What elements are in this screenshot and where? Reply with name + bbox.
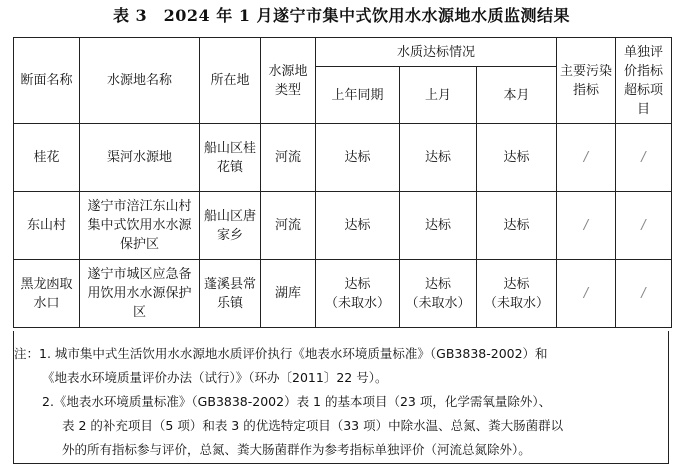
cell-section: 东山村 <box>14 192 80 260</box>
cell-source-name: 渠河水源地 <box>80 124 200 192</box>
table-notes <box>13 331 669 464</box>
header-main-pollutants: 主要污染指标 <box>557 38 616 124</box>
cell-main-pollutants: / <box>557 260 616 328</box>
compliance-status: 达标 <box>344 276 371 292</box>
header-row-1 <box>14 38 672 67</box>
cell-separate-eval: / <box>616 260 672 328</box>
cell-source-type: 湖库 <box>261 260 316 328</box>
cell-last-month <box>400 260 477 328</box>
cell-last-month: 达标 <box>400 124 477 192</box>
cell-separate-eval: / <box>616 192 672 260</box>
cell-location: 船山区唐家乡 <box>200 192 261 260</box>
cell-last-year-same: 达标 <box>316 192 400 260</box>
cell-last-year-same: 达标 <box>316 124 400 192</box>
table-row <box>14 124 672 192</box>
water-quality-table <box>13 37 672 328</box>
cell-last-month: 达标 <box>400 192 477 260</box>
header-last-month: 上月 <box>400 67 477 124</box>
compliance-note: （未取水） <box>324 295 390 311</box>
cell-section: 桂花 <box>14 124 80 192</box>
header-compliance-group: 水质达标情况 <box>316 38 557 67</box>
note-line-4: 表 2 的补充项目（5 项）和表 3 的优选特定项目（33 项）中除水温、总氮、粪大肠菌群以 <box>62 418 564 433</box>
compliance-status: 达标 <box>424 276 451 292</box>
cell-location: 蓬溪县常乐镇 <box>200 260 261 328</box>
table-title: 表 3 2024 年 1 月遂宁市集中式饮用水水源地水质监测结果 <box>112 6 571 25</box>
header-location: 所在地 <box>200 38 261 124</box>
cell-source-name: 遂宁市城区应急备用饮用水水源保护区 <box>80 260 200 328</box>
cell-this-month: 达标 <box>477 124 557 192</box>
compliance-note: （未取水） <box>405 295 471 311</box>
cell-section: 黑龙凼取水口 <box>14 260 80 328</box>
cell-last-year-same <box>316 260 400 328</box>
note-line-5: 外的所有指标参与评价，总氮、粪大肠菌群作为参考指标单独评价（河流总氮除外）。 <box>62 442 531 457</box>
table-row <box>14 260 672 328</box>
header-source-name: 水源地名称 <box>80 38 200 124</box>
header-section: 断面名称 <box>14 38 80 124</box>
header-this-month: 本月 <box>477 67 557 124</box>
compliance-note: （未取水） <box>483 295 549 311</box>
header-source-type: 水源地类型 <box>261 38 316 124</box>
cell-this-month <box>477 260 557 328</box>
cell-source-type: 河流 <box>261 192 316 260</box>
note-line-3: 2.《地表水环境质量标准》（GB3838-2002）表 1 的基本项目（23 项，化学需氧量除外）、 <box>42 394 552 409</box>
note-line-1: 注：1. 城市集中式生活饮用水水源地水质评价执行《地表水环境质量标准》（GB3838-2002）和 <box>14 346 548 361</box>
table-row <box>14 192 672 260</box>
cell-source-name: 遂宁市涪江东山村集中式饮用水水源保护区 <box>80 192 200 260</box>
cell-separate-eval: / <box>616 124 672 192</box>
header-separate-eval: 单独评价指标超标项目 <box>616 38 672 124</box>
cell-source-type: 河流 <box>261 124 316 192</box>
compliance-status: 达标 <box>503 276 530 292</box>
cell-main-pollutants: / <box>557 124 616 192</box>
header-last-year-same: 上年同期 <box>316 67 400 124</box>
cell-location: 船山区桂花镇 <box>200 124 261 192</box>
cell-main-pollutants: / <box>557 192 616 260</box>
cell-this-month: 达标 <box>477 192 557 260</box>
note-line-2: 《地表水环境质量评价办法（试行）》（环办〔2011〕22 号）。 <box>42 370 388 385</box>
